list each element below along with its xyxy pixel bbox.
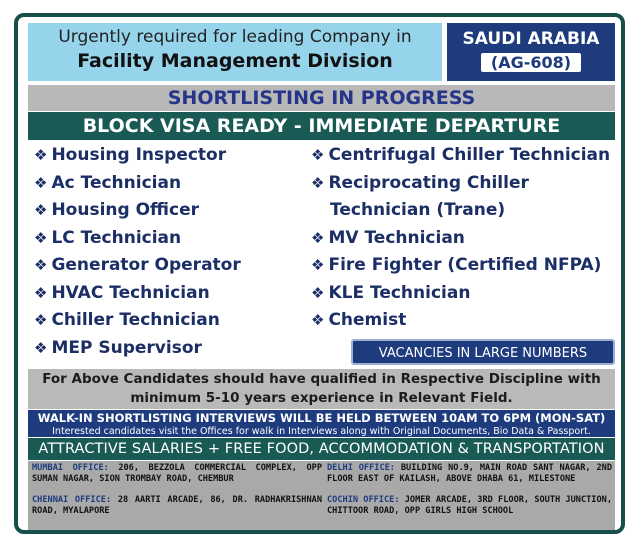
diamond-bullet-icon: ❖ bbox=[311, 228, 325, 247]
job-item: ❖ Generator Operator bbox=[34, 255, 241, 275]
diamond-bullet-icon: ❖ bbox=[34, 256, 48, 274]
walkin-instructions: Interested candidates visit the Offices for walk in Interviews along with Original Documents, Bio Data & Passport. bbox=[52, 426, 591, 437]
diamond-bullet-icon: ❖ bbox=[311, 256, 325, 274]
job-item: ❖ LC Technician bbox=[34, 227, 182, 248]
country-box bbox=[447, 23, 615, 81]
qualification-line-2: minimum 5-10 years experience in Relevant Field. bbox=[130, 390, 513, 406]
header-intro: Urgently required for leading Company in bbox=[58, 27, 412, 47]
job-item: ❖ MV Technician bbox=[311, 227, 465, 248]
diamond-bullet-icon: ❖ bbox=[34, 201, 48, 219]
walkin-schedule: WALK-IN SHORTLISTING INTERVIEWS WILL BE HELD BETWEEN 10AM TO 6PM (MON-SAT) bbox=[37, 411, 606, 425]
job-item: ❖ KLE Technician bbox=[311, 282, 471, 303]
vacancies-badge: VACANCIES IN LARGE NUMBERS bbox=[351, 339, 615, 365]
division-title: Facility Management Division bbox=[77, 50, 393, 72]
office-address: 206, BEZZOLA COMMERCIAL COMPLEX, OPP SUMAN NAGAR, SION TROMBAY ROAD, CHEMBUR bbox=[32, 463, 323, 484]
diamond-bullet-icon: ❖ bbox=[34, 283, 48, 302]
qualification-note bbox=[28, 369, 615, 409]
job-item: ❖ Reciprocating Chiller bbox=[311, 172, 529, 193]
job-item: ❖ Chemist bbox=[311, 310, 407, 330]
header-title-box bbox=[28, 23, 442, 81]
job-item: ❖ Chiller Technician bbox=[34, 310, 220, 330]
job-list bbox=[34, 142, 614, 367]
shortlisting-banner: SHORTLISTING IN PROGRESS bbox=[28, 85, 615, 111]
benefits-banner: ATTRACTIVE SALARIES + FREE FOOD, ACCOMMODATION & TRANSPORTATION bbox=[28, 438, 615, 460]
office-mumbai bbox=[32, 463, 322, 484]
diamond-bullet-icon: ❖ bbox=[34, 228, 48, 247]
job-column-left bbox=[34, 142, 314, 362]
office-address: JOMER ARCADE, 3RD FLOOR, SOUTH JUNCTION, CHITTOOR ROAD, OPP GIRLS HIGH SCHOOL bbox=[327, 495, 612, 516]
diamond-bullet-icon: ❖ bbox=[34, 338, 48, 357]
header bbox=[18, 17, 621, 84]
qualification-line-1: For Above Candidates should have qualified in Respective Discipline with bbox=[42, 371, 601, 387]
office-address: BUILDING NO.9, MAIN ROAD SANT NAGAR, 2ND FLOOR EAST OF KAILASH, ABOVE DHABA 61, MILESTONE bbox=[327, 463, 612, 484]
office-city-label: DELHI OFFICE: bbox=[327, 463, 395, 473]
office-city-label: CHENNAI OFFICE: bbox=[32, 495, 112, 505]
job-item: ❖ Centrifugal Chiller Technician bbox=[311, 145, 611, 165]
diamond-bullet-icon: ❖ bbox=[311, 173, 325, 192]
job-column-right bbox=[311, 142, 616, 335]
job-item: ❖ MEP Supervisor bbox=[34, 337, 202, 358]
diamond-bullet-icon: ❖ bbox=[34, 146, 48, 164]
job-item: ❖ Housing Inspector bbox=[34, 145, 227, 165]
office-city-label: MUMBAI OFFICE: bbox=[32, 463, 109, 473]
advertisement-frame bbox=[14, 13, 625, 534]
job-item: ❖ HVAC Technician bbox=[34, 282, 210, 303]
office-chennai bbox=[32, 495, 322, 516]
office-city-label: COCHIN OFFICE: bbox=[327, 495, 400, 505]
visa-banner: BLOCK VISA READY - IMMEDIATE DEPARTURE bbox=[28, 112, 615, 140]
job-item: ❖ Ac Technician bbox=[34, 172, 182, 193]
office-addresses bbox=[28, 461, 615, 531]
office-cochin bbox=[327, 495, 612, 516]
diamond-bullet-icon: ❖ bbox=[311, 311, 325, 329]
ad-code: (AG-608) bbox=[481, 53, 581, 72]
diamond-bullet-icon: ❖ bbox=[34, 311, 48, 329]
walkin-banner bbox=[28, 410, 615, 437]
job-item-continuation: Technician (Trane) bbox=[330, 200, 506, 220]
diamond-bullet-icon: ❖ bbox=[311, 146, 325, 164]
diamond-bullet-icon: ❖ bbox=[34, 173, 48, 192]
office-delhi bbox=[327, 463, 612, 484]
job-item: ❖ Fire Fighter (Certified NFPA) bbox=[311, 255, 602, 275]
office-address: 28 AARTI ARCADE, 86, DR. RADHAKRISHNAN ROAD, MYALAPORE bbox=[32, 495, 322, 516]
country-label: SAUDI ARABIA bbox=[462, 29, 600, 49]
diamond-bullet-icon: ❖ bbox=[311, 283, 325, 302]
job-item: ❖ Housing Officer bbox=[34, 200, 199, 220]
